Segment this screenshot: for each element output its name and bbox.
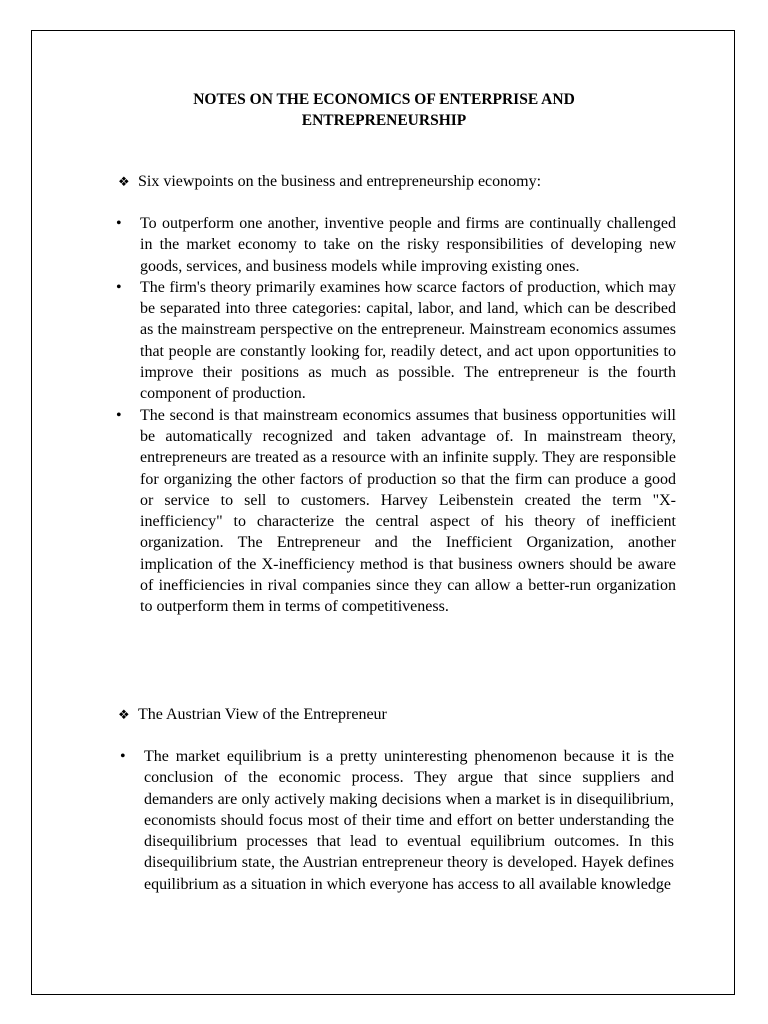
list-item-text: The market equilibrium is a pretty uninteresting phenomenon because it is the conclusion of the economic process. They argue that since suppliers and demanders are only actively making decisions when a market is in disequilibrium, economists should focus most of their time and effort on better understanding the disequilibrium processes that lead to eventual equilibrium outcomes. In this disequilibrium state, the Austrian entrepreneur theory is developed. Hayek defines equilibrium as a situation in which everyone has access to all available knowledge bbox=[144, 748, 674, 893]
document-page bbox=[31, 30, 735, 995]
list-item-text: The second is that mainstream economics assumes that business opportunities will be automatically recognized and taken advantage of. In mainstream theory, entrepreneurs are treated as a resource with an infinite supply. They are responsible for organizing the other factors of production so that the firm can produce a good or service to sell to customers. Harvey Leibenstein created the term "X-inefficiency" to characterize the central aspect of his theory of inefficient organization. The Entrepreneur and the Inefficient Organization, another implication of the X-inefficiency method is that business owners should be aware of inefficiencies in rival companies since they can allow a better-run organization to outperform them in terms of competitiveness. bbox=[140, 406, 676, 616]
section-heading-text: Six viewpoints on the business and entrepreneurship economy: bbox=[138, 173, 542, 190]
round-bullet-icon: • bbox=[116, 406, 122, 424]
austrian-list bbox=[118, 746, 674, 895]
diamond-bullet-icon: ❖ bbox=[118, 707, 130, 722]
document-title: NOTES ON THE ECONOMICS OF ENTERPRISE AND ENTREPRENEURSHIP bbox=[193, 91, 575, 129]
list-item-text: The firm's theory primarily examines how scarce factors of production, which may be separated into three categories: capital, labor, and land, which can be described as the mainstream perspective on the entrepreneur. Mainstream economics assumes that people are constantly looking for, readily detect, and act upon opportunities to improve their positions as much as possible. The entrepreneur is the fourth component of production. bbox=[140, 278, 676, 403]
viewpoints-list bbox=[114, 213, 676, 618]
diamond-bullet-icon: ❖ bbox=[118, 174, 130, 189]
list-item-text: To outperform one another, inventive people and firms are continually challenged in the market economy to take on the risky responsibilities of developing new goods, services, and business models while improving existing ones. bbox=[140, 215, 676, 275]
list-item bbox=[118, 746, 674, 895]
section-heading-viewpoints bbox=[118, 171, 541, 192]
section-heading-text: The Austrian View of the Entrepreneur bbox=[138, 706, 387, 723]
list-item bbox=[114, 213, 676, 277]
list-item bbox=[114, 277, 676, 405]
section-heading-austrian bbox=[118, 704, 387, 725]
round-bullet-icon: • bbox=[120, 748, 126, 765]
round-bullet-icon: • bbox=[116, 215, 122, 232]
round-bullet-icon: • bbox=[116, 278, 122, 296]
list-item bbox=[114, 405, 676, 618]
